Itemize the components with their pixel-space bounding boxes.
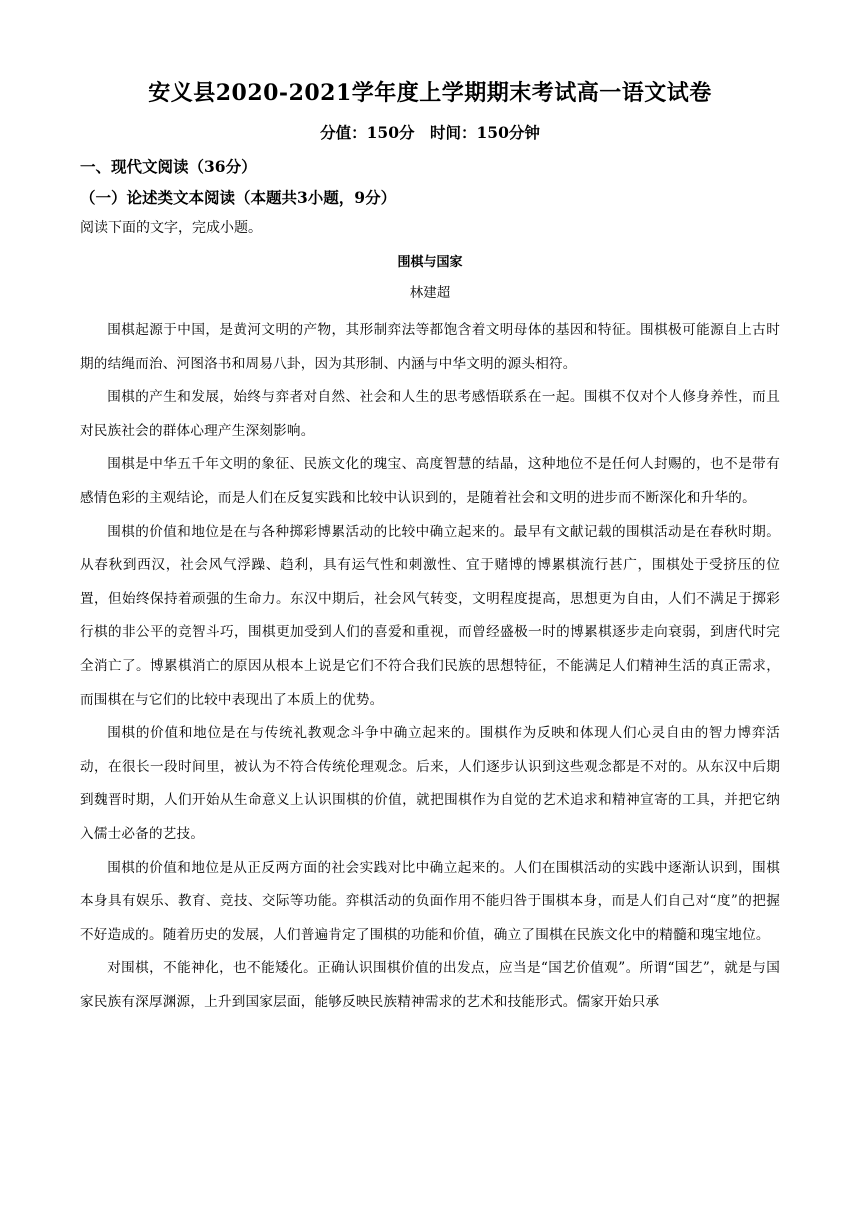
- article-title: 围棋与国家: [397, 255, 463, 270]
- subsection-heading: （一）论述类文本阅读（本题共3小题，9分）: [80, 188, 397, 207]
- article-paragraph: 围棋的价值和地位是在与传统礼教观念斗争中确立起来的。围棋作为反映和体现人们心灵自由的智力博弈活动，在很长一段时间里，被认为不符合传统伦理观念。后来，人们逐步认识到这些观念都是不对的。从东汉中后期到魏晋时期，人们开始从生命意义上认识围棋的价值，就把围棋作为自觉的艺术追求和精神宣寄的工具，并把它纳入儒士必备的艺技。: [80, 725, 780, 842]
- article-body: [80, 314, 780, 1019]
- article-paragraph: 围棋是中华五千年文明的象征、民族文化的瑰宝、高度智慧的结晶，这种地位不是任何人封赐的，也不是带有感情色彩的主观结论，而是人们在反复实践和比较中认识到的，是随着社会和文明的进步而不断深化和升华的。: [80, 456, 780, 506]
- article-paragraph: 对围棋，不能神化，也不能矮化。正确认识围棋价值的出发点，应当是“国艺价值观”。所谓“国艺”，就是与国家民族有深厚渊源，上升到国家层面，能够反映民族精神需求的艺术和技能形式。儒家开始只承: [80, 960, 780, 1010]
- article-paragraph: 围棋的产生和发展，始终与弈者对自然、社会和人生的思考感悟联系在一起。围棋不仅对个人修身养性，而且对民族社会的群体心理产生深刻影响。: [80, 389, 780, 439]
- exam-title: 安义县2020-2021学年度上学期期末考试高一语文试卷: [148, 80, 712, 106]
- article-paragraph: 围棋的价值和地位是在与各种掷彩博累活动的比较中确立起来的。最早有文献记载的围棋活动是在春秋时期。从春秋到西汉，社会风气浮躁、趋利，具有运气性和刺激性、宜于赌博的博累棋流行甚广，围棋处于受挤压的位置，但始终保持着顽强的生命力。东汉中期后，社会风气转变，文明程度提高，思想更为自由，人们不满足于掷彩行棋的非公平的竞智斗巧，围棋更加受到人们的喜爱和重视，而曾经盛极一时的博累棋逐步走向衰弱，到唐代时完全消亡了。博累棋消亡的原因从根本上说是它们不符合我们民族的思想特征，不能满足人们精神生活的真正需求，而围棋在与它们的比较中表现出了本质上的优势。: [80, 523, 780, 708]
- score-time-line: 分值：150分 时间：150分钟: [320, 123, 540, 142]
- article-paragraph: 围棋起源于中国，是黄河文明的产物，其形制弈法等都饱含着文明母体的基因和特征。围棋极可能源自上古时期的结绳而治、河图洛书和周易八卦，因为其形制、内涵与中华文明的源头相符。: [80, 322, 780, 372]
- article-author: 林建超: [409, 285, 451, 301]
- reading-instruction: 阅读下面的文字，完成小题。: [80, 220, 262, 236]
- section-heading: 一、现代文阅读（36分）: [80, 157, 257, 176]
- article-paragraph: 围棋的价值和地位是从正反两方面的社会实践对比中确立起来的。人们在围棋活动的实践中逐渐认识到，围棋本身具有娱乐、教育、竞技、交际等功能。弈棋活动的负面作用不能归咎于围棋本身，而是人们自己对“度”的把握不好造成的。随着历史的发展，人们普遍肯定了围棋的功能和价值，确立了围棋在民族文化中的精髓和瑰宝地位。: [80, 859, 780, 943]
